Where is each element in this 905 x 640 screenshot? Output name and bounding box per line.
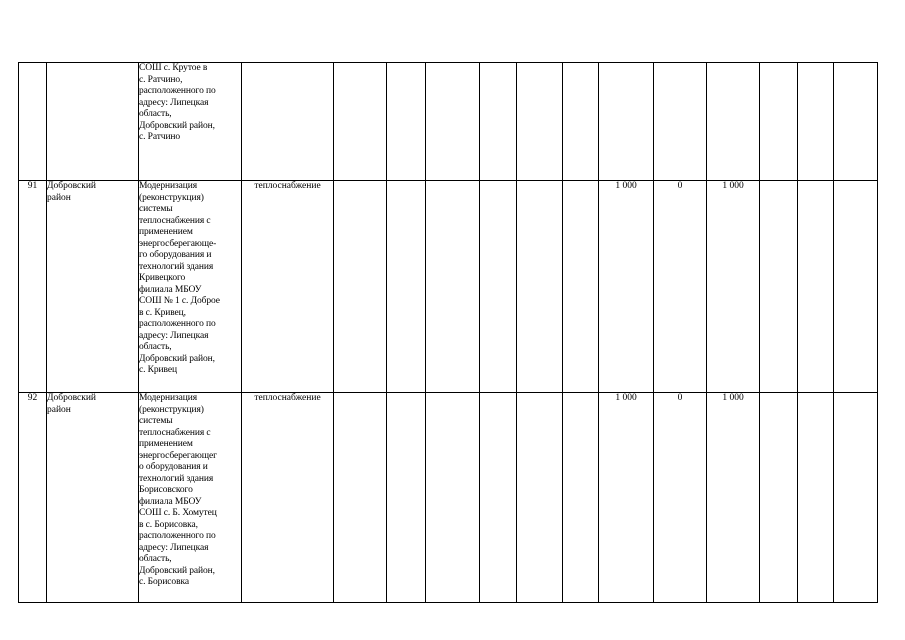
empty-cell — [387, 393, 426, 603]
empty-cell — [563, 63, 599, 181]
service-type-cell: теплоснабжение — [242, 181, 334, 393]
empty-cell — [760, 393, 798, 603]
cost-cell — [654, 63, 707, 181]
total-cost-cell: 1 000 — [599, 181, 654, 393]
service-type-cell: теплоснабжение — [242, 393, 334, 603]
empty-cell — [517, 393, 563, 603]
service-type-cell — [242, 63, 334, 181]
empty-cell — [480, 63, 517, 181]
empty-cell — [834, 63, 878, 181]
empty-cell — [480, 181, 517, 393]
cost-cell: 0 — [654, 393, 707, 603]
empty-cell — [426, 63, 480, 181]
district-cell — [47, 63, 139, 181]
description-cell: Модернизация (реконструкция) системы теплоснабжения с применением энергосберегающег о оборудования и технологий здания Борисовского филиала МБОУ СОШ с. Б. Хомутец в с. Борисовка, расположенного по адресу: Липецкая область, Добровский район, с. Борисовка — [139, 393, 242, 603]
empty-cell — [426, 181, 480, 393]
table-row — [19, 181, 878, 393]
empty-cell — [480, 393, 517, 603]
empty-cell — [387, 181, 426, 393]
empty-cell — [798, 63, 834, 181]
cost-cell: 1 000 — [707, 393, 760, 603]
empty-cell — [834, 393, 878, 603]
row-number: 91 — [19, 181, 47, 393]
investment-program-table — [18, 62, 878, 603]
empty-cell — [387, 63, 426, 181]
empty-cell — [563, 393, 599, 603]
cost-cell: 0 — [654, 181, 707, 393]
cost-cell — [707, 63, 760, 181]
empty-cell — [834, 181, 878, 393]
total-cost-cell — [599, 63, 654, 181]
empty-cell — [760, 63, 798, 181]
empty-cell — [798, 393, 834, 603]
empty-cell — [334, 181, 387, 393]
row-number — [19, 63, 47, 181]
empty-cell — [517, 181, 563, 393]
empty-cell — [334, 63, 387, 181]
table-row — [19, 63, 878, 181]
cost-cell: 1 000 — [707, 181, 760, 393]
empty-cell — [426, 393, 480, 603]
empty-cell — [334, 393, 387, 603]
description-cell: Модернизация (реконструкция) системы теплоснабжения с применением энергосберегающе- го оборудования и технологий здания Кривецкого филиала МБОУ СОШ № 1 с. Доброе в с. Кривец, расположенного по адресу: Липецкая область, Добровский район, с. Кривец — [139, 181, 242, 393]
district-cell: Добровский район — [47, 181, 139, 393]
empty-cell — [517, 63, 563, 181]
row-number: 92 — [19, 393, 47, 603]
table-row — [19, 393, 878, 603]
total-cost-cell: 1 000 — [599, 393, 654, 603]
empty-cell — [563, 181, 599, 393]
empty-cell — [760, 181, 798, 393]
district-cell: Добровский район — [47, 393, 139, 603]
description-cell: СОШ с. Крутое в с. Ратчино, расположенного по адресу: Липецкая область, Добровский район, с. Ратчино — [139, 63, 242, 181]
empty-cell — [798, 181, 834, 393]
